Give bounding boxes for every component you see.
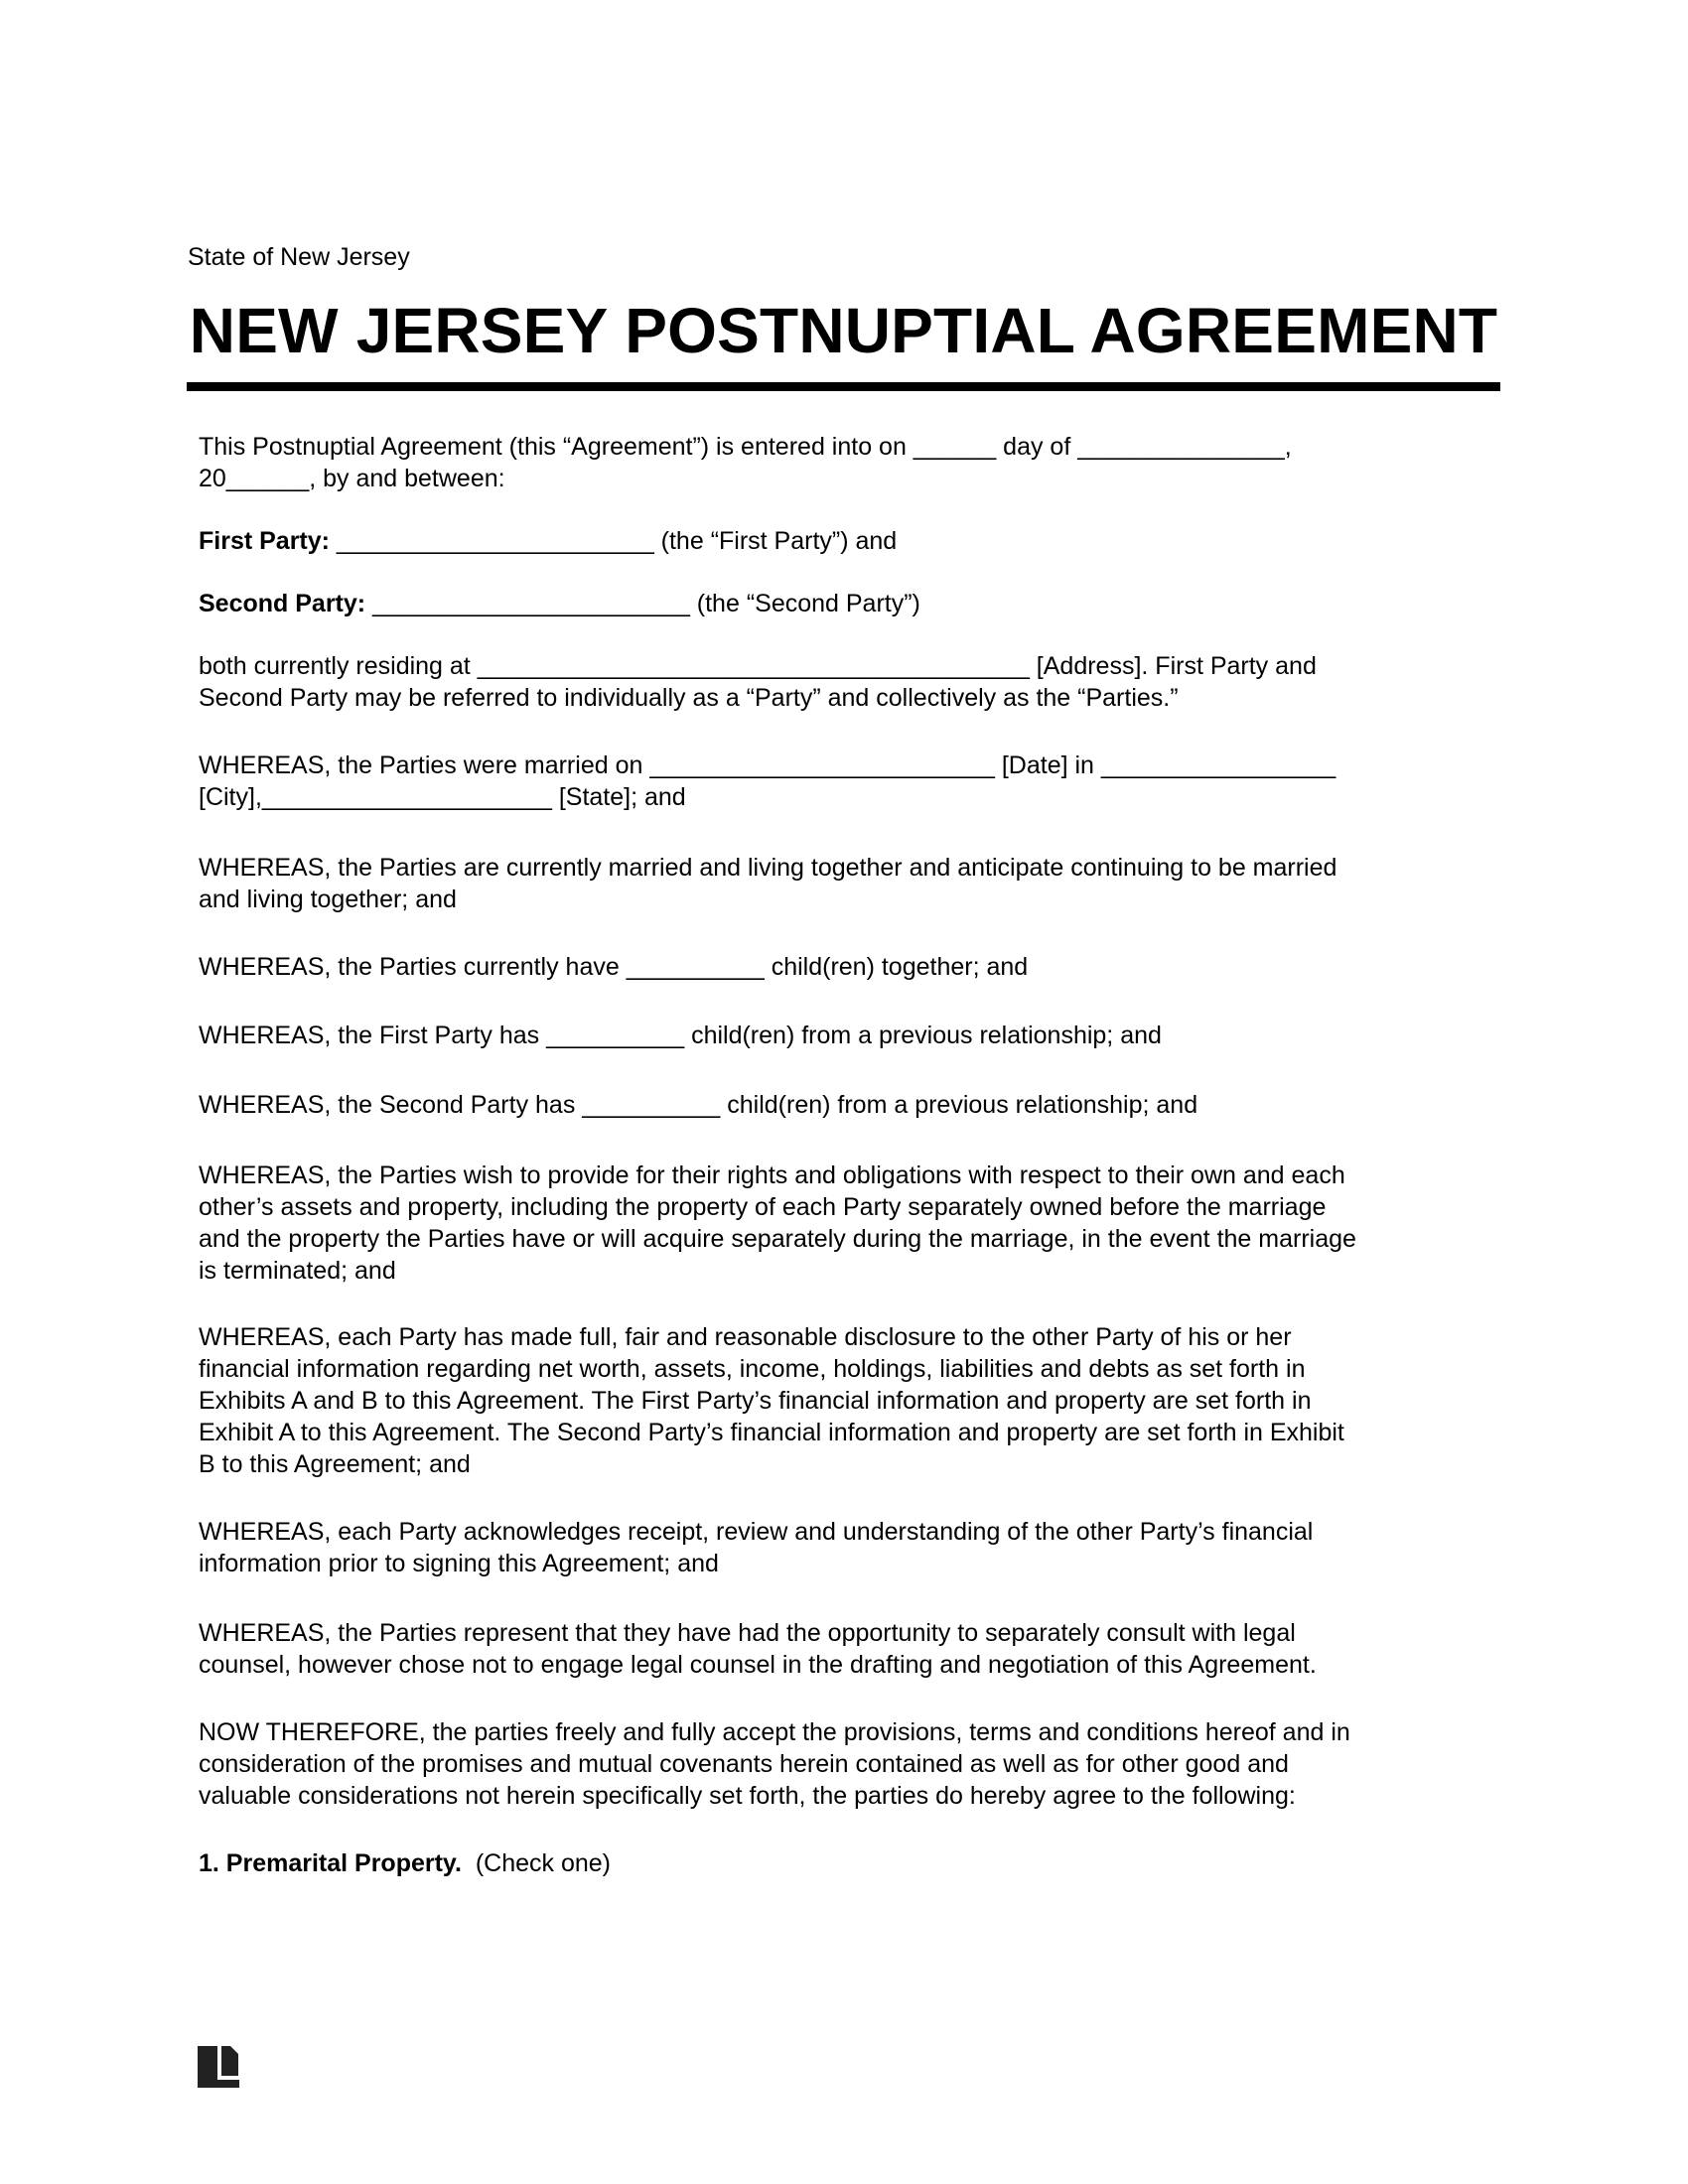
text-line: This Postnuptial Agreement (this “Agreement”) is entered into on ______ day of _______________, [199,433,1292,461]
first-party-label: First Party: [199,527,330,555]
recital-marriage [199,750,1509,813]
recital-living-together [199,852,1509,915]
text-line: Exhibits A and B to this Agreement. The First Party’s financial information and property are set forth in [199,1387,1312,1415]
text-line: NOW THEREFORE, the parties freely and fully accept the provisions, terms and conditions hereof and in [199,1718,1350,1746]
text-line: 20______, by and between: [199,465,505,492]
section-1-heading [199,1847,1509,1879]
recital-legal-counsel [199,1617,1509,1681]
recital-rights-obligations [199,1160,1509,1287]
second-party-line [199,588,1509,619]
text-line: financial information regarding net worth, assets, income, holdings, liabilities and debts as set forth in [199,1355,1306,1383]
recital-first-party-children [199,1020,1509,1051]
text-line: B to this Agreement; and [199,1450,471,1478]
text-line: WHEREAS, the Second Party has __________ child(ren) from a previous relationship; and [199,1091,1198,1119]
title-divider [187,382,1500,391]
text-line: consideration of the promises and mutual covenants herein contained as well as for other good and [199,1750,1289,1778]
second-party-blank: _______________________ (the “Second Party”) [365,590,920,617]
text-line: is terminated; and [199,1257,396,1285]
text-line: WHEREAS, the Parties represent that they have had the opportunity to separately consult with legal [199,1619,1296,1647]
intro-paragraph [199,431,1509,494]
text-line: WHEREAS, each Party has made full, fair and reasonable disclosure to the other Party of his or her [199,1323,1292,1351]
text-line: WHEREAS, the Parties wish to provide for their rights and obligations with respect to their own and each [199,1161,1345,1189]
text-line: valuable considerations not herein specifically set forth, the parties do hereby agree to the following: [199,1782,1296,1810]
text-line: both currently residing at ________________________________________ [Address]. First Party and [199,652,1317,680]
text-line: and the property the Parties have or will acquire separately during the marriage, in the event the marriage [199,1225,1356,1253]
text-line: WHEREAS, each Party acknowledges receipt, review and understanding of the other Party’s financial [199,1518,1314,1546]
first-party-line [199,525,1509,557]
residence-paragraph [199,650,1509,714]
text-line: Second Party may be referred to individually as a “Party” and collectively as the “Parties.” [199,684,1179,712]
text-line: counsel, however chose not to engage legal counsel in the drafting and negotiation of this Agreement. [199,1651,1317,1679]
recital-acknowledgment [199,1516,1509,1579]
state-label: State of New Jersey [188,243,410,271]
second-party-label: Second Party: [199,590,366,617]
section-note: (Check one) [461,1849,611,1877]
text-line: and living together; and [199,886,457,913]
text-line: WHEREAS, the Parties currently have __________ child(ren) together; and [199,953,1029,981]
text-line: [City],_____________________ [State]; and [199,783,686,811]
recital-children-together [199,951,1509,983]
text-line: WHEREAS, the Parties were married on _________________________ [Date] in _________________ [199,751,1336,779]
recital-disclosure [199,1321,1509,1480]
text-line: Exhibit A to this Agreement. The Second Party’s financial information and property are set forth in Exhibit [199,1419,1344,1446]
page-title: NEW JERSEY POSTNUPTIAL AGREEMENT [189,295,1498,366]
now-therefore-paragraph [199,1716,1509,1812]
brand-logo-icon [198,2046,239,2088]
first-party-blank: _______________________ (the “First Party”) and [329,527,898,555]
recital-second-party-children [199,1089,1509,1121]
text-line: WHEREAS, the First Party has __________ child(ren) from a previous relationship; and [199,1022,1162,1049]
text-line: information prior to signing this Agreement; and [199,1550,719,1577]
section-heading: 1. Premarital Property. [199,1849,462,1877]
text-line: WHEREAS, the Parties are currently married and living together and anticipate continuing to be married [199,854,1337,882]
text-line: other’s assets and property, including the property of each Party separately owned before the marriage [199,1193,1327,1221]
